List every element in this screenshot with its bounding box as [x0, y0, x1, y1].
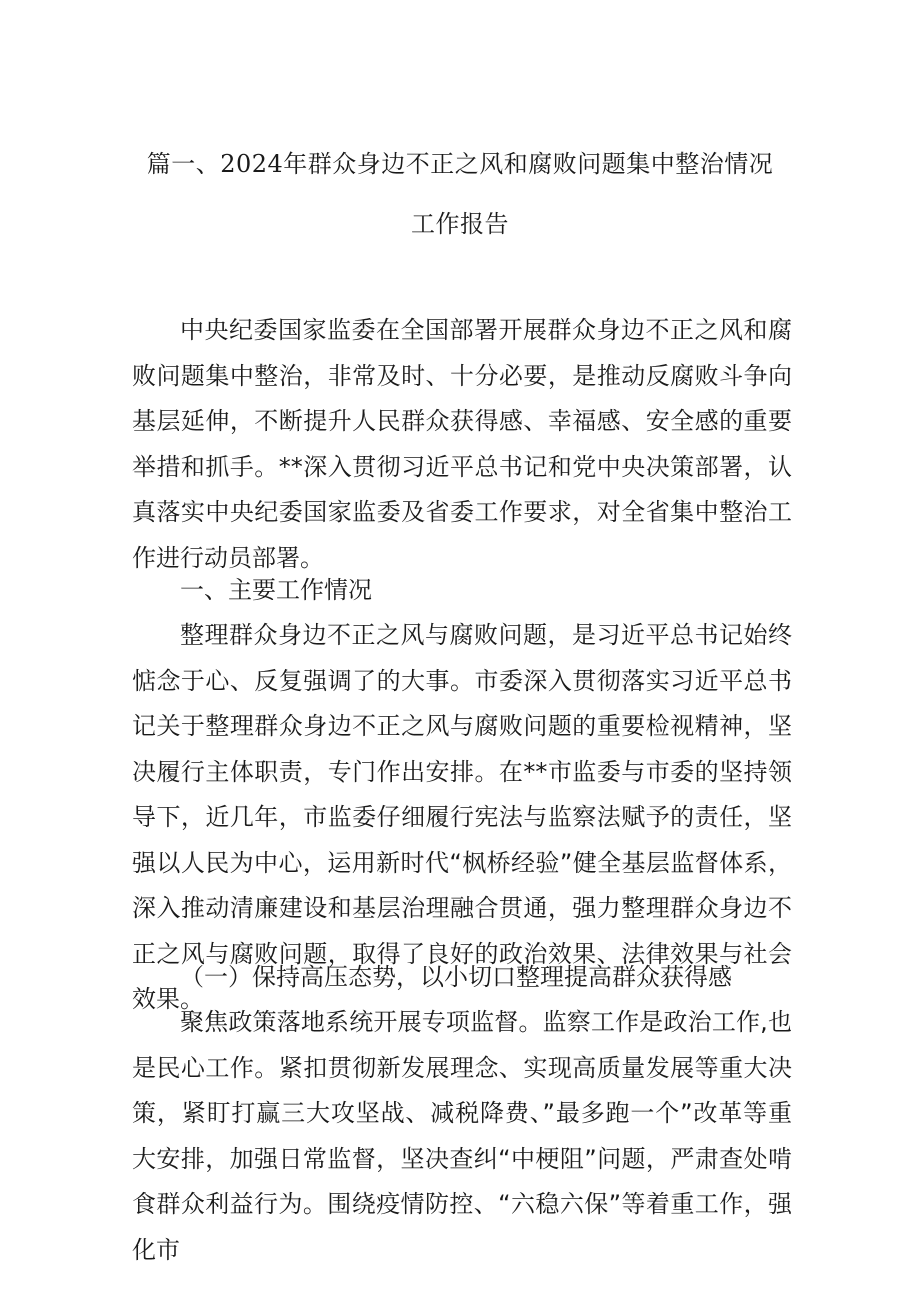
paragraph-intro: 中央纪委国家监委在全国部署开展群众身边不正之风和腐败问题集中整治，非常及时、十分必要，是推动反腐败斗争向基层延伸，不断提升人民群众获得感、幸福感、安全感的重要举措和抓手。**深入贯彻习近平总书记和党中央决策部署，认真落实中央纪委国家监委及省委工作要求，对全省集中整治工作进行动员部署。: [132, 316, 792, 572]
subsection-heading-high-pressure: （一）保持高压态势，以小切口整理提高群众获得感: [180, 963, 732, 991]
document-title-line-2: 工作报告: [411, 210, 509, 238]
section-heading-main-work: 一、主要工作情况: [180, 576, 372, 604]
paragraph-main-work: 整理群众身边不正之风与腐败问题，是习近平总书记始终惦念于心、反复强调了的大事。市委深入贯彻落实习近平总书记关于整理群众身边不正之风与腐败问题的重要检视精神，坚决履行主体职责，专门作出安排。在**市监委与市委的坚持领导下，近几年，市监委仔细履行宪法与监察法赋予的责任，坚强以人民为中心，运用新时代“枫桥经验”健全基层监督体系，深入推动清廉建设和基层治理融合贯通，强力整理群众身边不正之风与腐败问题，取得了良好的政治效果、法律效果与社会效果。: [132, 621, 792, 1013]
document-title-line-1: 篇一、2024年群众身边不正之风和腐败问题集中整治情况: [146, 150, 774, 178]
paragraph-policy-supervision: 聚焦政策落地系统开展专项监督。监察工作是政治工作,也是民心工作。紧扣贯彻新发展理念、实现高质量发展等重大决策，紧盯打赢三大攻坚战、减税降费、”最多跑一个”改革等重大安排，加强日常监督，坚决查纠“中梗阻”问题，严肃查处啃食群众利益行为。围绕疫情防控、“六稳六保”等着重工作，强化市: [132, 1008, 792, 1264]
